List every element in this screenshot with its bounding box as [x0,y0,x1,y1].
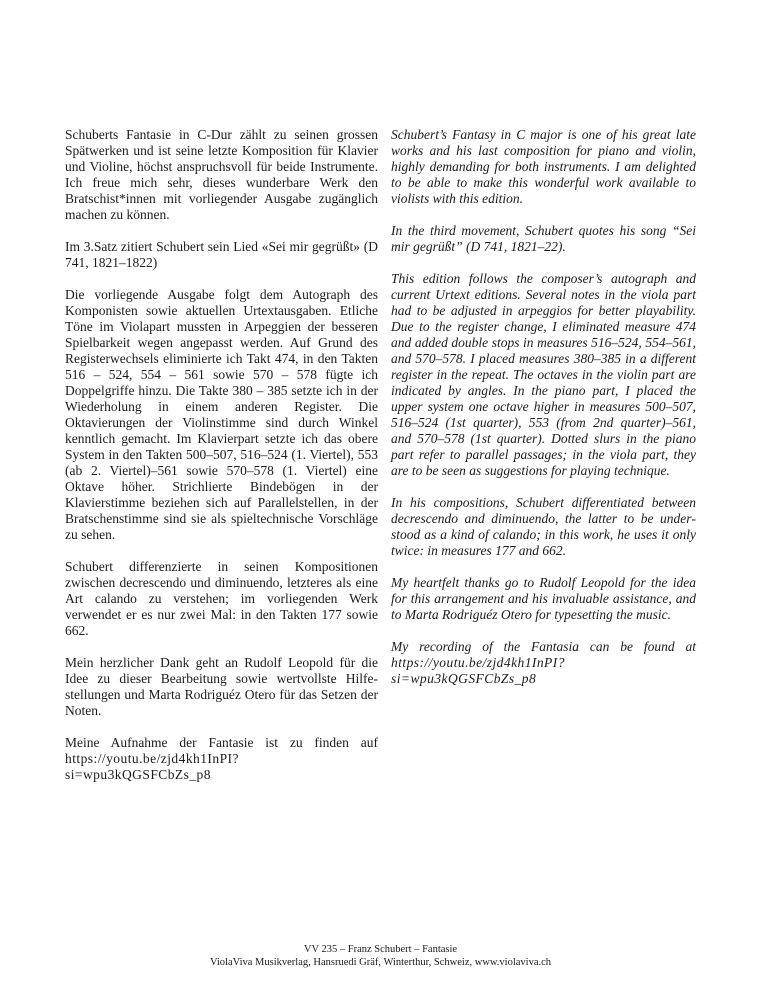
preface-columns [65,127,696,783]
german-recording-url: https://youtu.be/zjd4kh1InPI?si=wpu3kQGSFCbZs_p8 [65,751,239,782]
footer-publisher-line: ViolaViva Musikverlag, Hansruedi Gräf, Winterthur, Schweiz, www.violaviva.ch [209,957,552,968]
english-dynamics-paragraph: In his compositions, Schubert differentiated between decrescendo and diminuendo, the latter to be understood as a kind of calando; in this work, he uses it only twice: in measures 177 and 662. [391,495,696,558]
page-footer [0,943,761,969]
german-column [65,127,378,783]
german-song-quote-paragraph: Im 3.Satz zitiert Schubert sein Lied «Sei mir gegrüßt» (D 741, 1821–1822) [65,239,378,270]
english-song-quote-paragraph: In the third movement, Schubert quotes his song “Sei mir gegrüßt” (D 741, 1821–22). [391,223,696,254]
german-recording-paragraph [65,735,378,783]
footer-catalog-line: VV 235 – Franz Schubert – Fantasie [303,944,458,955]
german-edition-notes-paragraph: Die vorliegende Ausgabe folgt dem Autograph des Komponisten sowie aktuellen Urtextausgaben. Etliche Töne im Violapart mussten in Arpeggien der besseren Spielbarkeit wegen angepasst werden. Auf Grund des Registerwechsels eliminierte ich Takt 474, in den Takten 516 – 524, 554 – 561 sowie 570 – 578 fügte ich Doppelgriffe hinzu. Die Takte 380 – 385 setzte ich in der Wiederholung in einem anderen Register. Die Oktavierungen der Violinstimme sind durch Winkel kenntlich gemacht. Im Klavierpart setzte ich das obere System in den Takten 500–507, 516–524 (1. Viertel), 553 (ab 2. Viertel)–561 sowie 570–578 (1. Viertel) eine Oktave höher. Strichlierte Bindebögen in der Klavierstimme beziehen sich auf Parallelstellen, in der Bratschenstimme sind sie als spieltechnische Vorschläge zu sehen. [65,287,378,542]
english-edition-notes-paragraph: This edition follows the composer’s autograph and current Urtext editions. Several notes in the viola part had to be adjusted in arpeggios for better playability. Due to the register change, I eliminated measure 474 and added double stops in measures 516–524, 554–561, and 570–578. I placed measures 380–385 in a different register in the repeat. The octaves in the violin part are indicated by angles. In the piano part, I placed the upper system one octave higher in measures 500–507, 516–524 (1st quarter), 553 (from 2nd quarter)–561, and 570–578 (1st quarter). Dotted slurs in the piano part refer to parallel passages; in the viola part, they are to be seen as suggestions for playing technique. [391,271,696,478]
english-recording-intro-text: My recording of the Fantasia can be found at [391,639,696,654]
german-dynamics-paragraph: Schubert differenzierte in seinen Kompositionen zwischen decrescendo und diminuendo, letzteres als eine Art calando zu verstehen; im vorliegenden Werk verwendet er es nur zwei Mal: in den Takten 177 sowie 662. [65,559,378,638]
english-column [391,127,696,687]
german-intro-paragraph: Schuberts Fantasie in C-Dur zählt zu seinen grossen Spätwerken und ist seine letzte Komposition für Klavier und Violine, höchst anspruchsvoll für beide Instrumente. Ich freue mich sehr, dieses wunderbare Werk den Bratschist*innen mit vorliegender Ausgabe zugänglich machen zu können. [65,127,378,222]
english-recording-url: https://youtu.be/zjd4kh1InPI?si=wpu3kQGSFCbZs_p8 [391,655,565,686]
german-recording-intro-text: Meine Aufnahme der Fantasie ist zu finden auf [65,735,378,750]
english-intro-paragraph: Schubert’s Fantasy in C major is one of his great late works and his last composition for piano and violin, highly demanding for both instruments. I am delighted to be able to make this wonderful work available to violists with this edition. [391,127,696,206]
english-thanks-paragraph: My heartfelt thanks go to Rudolf Leopold for the idea for this arrangement and his invaluable assistance, and to Marta Rodriguéz Otero for typesetting the music. [391,575,696,622]
english-recording-paragraph [391,639,696,687]
german-thanks-paragraph: Mein herzlicher Dank geht an Rudolf Leopold für die Idee zu dieser Bearbeitung sowie wertvollste Hilfestellungen und Marta Rodriguéz Otero für das Setzen der Noten. [65,655,378,718]
